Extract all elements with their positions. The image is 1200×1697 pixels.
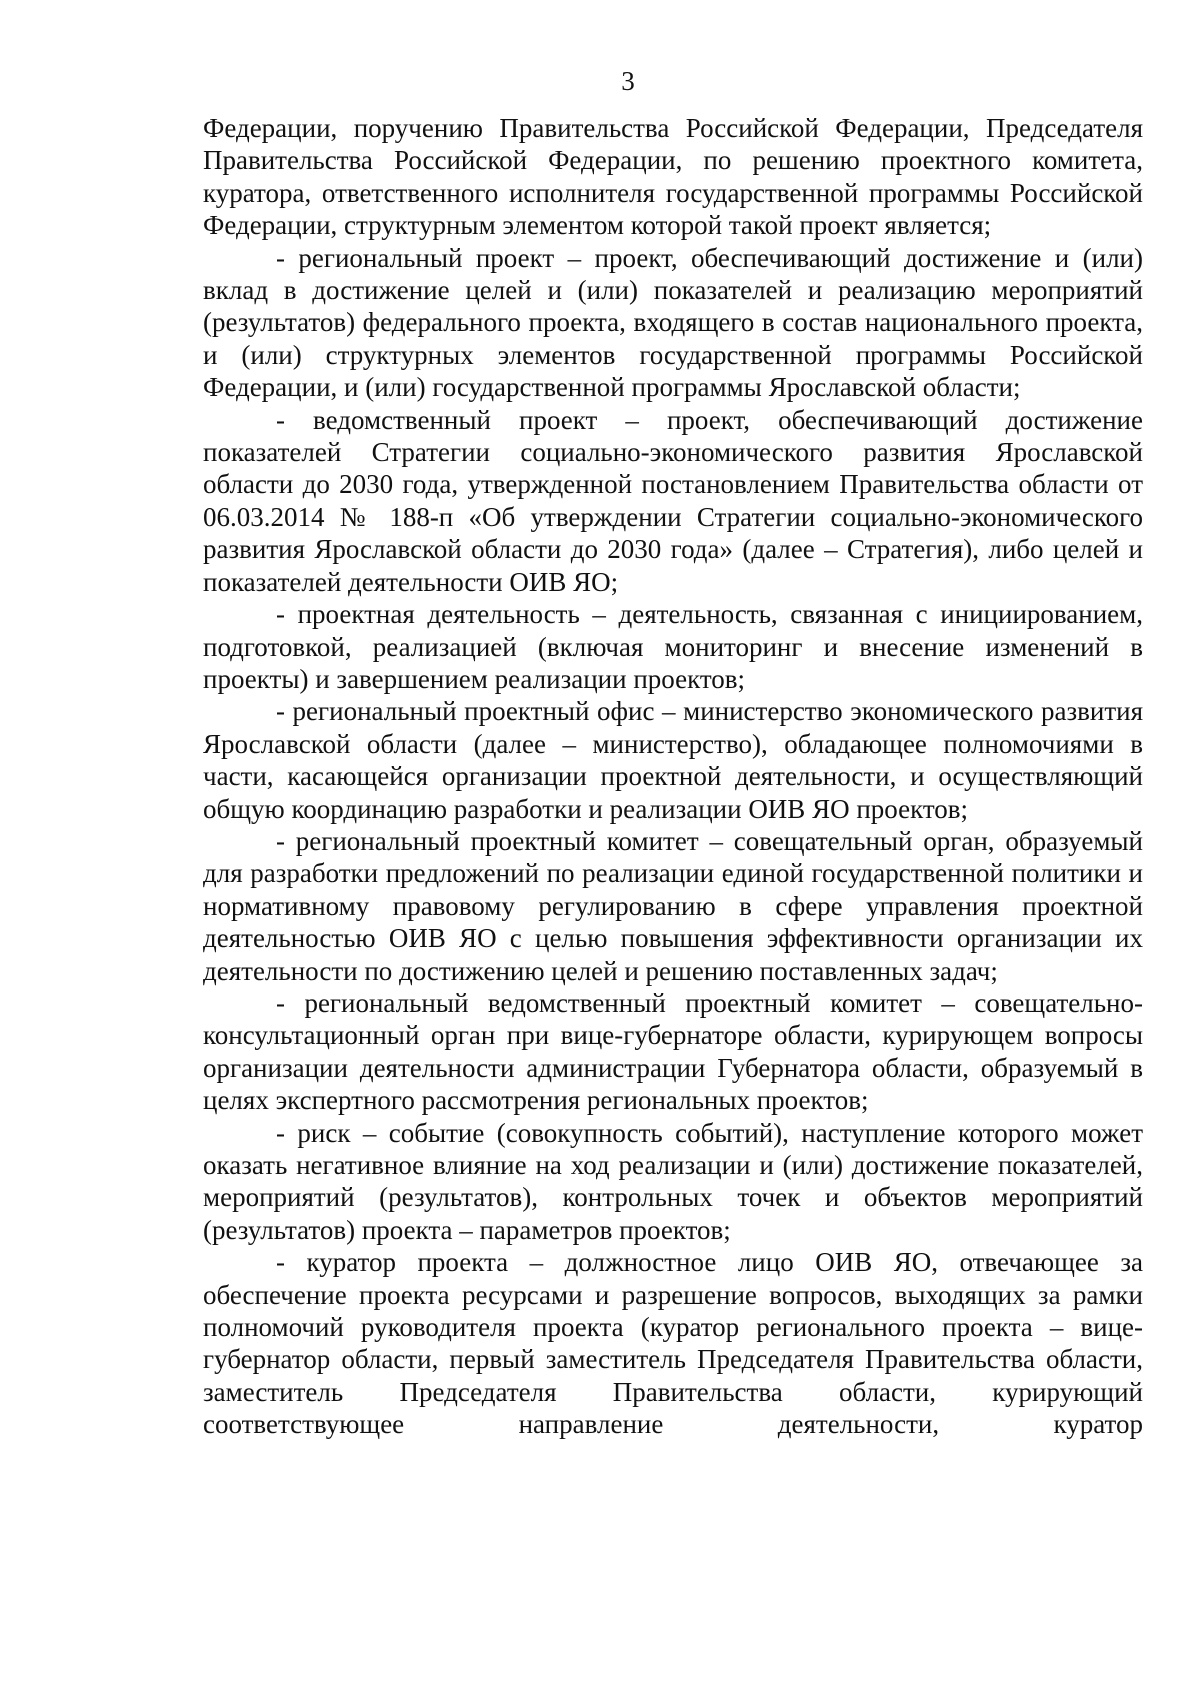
paragraph-project-curator: - куратор проекта – должностное лицо ОИВ ЯО, отвечающее за обеспечение проекта ресурсами и разрешение вопросов, выходящих за рамки полномочий руководителя проекта (куратор регионального проекта – вице-губернатор области, первый заместитель Председателя Правительства области, заместитель Председателя Правительства области, курирующий соответствующее направление деятельности, куратор	[203, 1247, 1143, 1440]
paragraph-regional-project: - региональный проект – проект, обеспечивающий достижение и (или) вклад в достижение целей и (или) показателей и реализацию мероприятий (результатов) федерального проекта, входящего в состав национального проекта, и (или) структурных элементов государственной программы Российской Федерации, и (или) государственной программы Ярославской области;	[203, 242, 1143, 403]
paragraph-regional-departmental-committee: - региональный ведомственный проектный комитет – совещательно-консультационный орган при вице-губернаторе области, курирующем вопросы организации деятельности администрации Губернатора области, образуемый в целях экспертного рассмотрения региональных проектов;	[203, 987, 1143, 1116]
paragraph-regional-project-office: - региональный проектный офис – министерство экономического развития Ярославской области (далее – министерство), обладающее полномочиями в части, касающейся организации проектной деятельности, и осуществляющий общую координацию разработки и реализации ОИВ ЯО проектов;	[203, 696, 1143, 824]
paragraph-project-activity: - проектная деятельность – деятельность, связанная с инициированием, подготовкой, реализацией (включая мониторинг и внесение изменений в проекты) и завершением реализации проектов;	[203, 599, 1143, 694]
document-body	[203, 112, 1143, 1441]
page-number: 3	[621, 66, 635, 96]
paragraph-departmental-project: - ведомственный проект – проект, обеспечивающий достижение показателей Стратегии социально-экономического развития Ярославской области до 2030 года, утвержденной постановлением Правительства области от 06.03.2014 № 188-п «Об утверждении Стратегии социально-экономического развития Ярославской области до 2030 года» (далее – Стратегия), либо целей и показателей деятельности ОИВ ЯО;	[203, 404, 1143, 597]
paragraph-continuation: Федерации, поручению Правительства Российской Федерации, Председателя Правительства Российской Федерации, по решению проектного комитета, куратора, ответственного исполнителя государственной программы Российской Федерации, структурным элементом которой такой проект является;	[203, 113, 1143, 241]
paragraph-risk: - риск – событие (совокупность событий), наступление которого может оказать негативное влияние на ход реализации и (или) достижение показателей, мероприятий (результатов), контрольных точек и объектов мероприятий (результатов) проекта – параметров проектов;	[203, 1117, 1143, 1245]
paragraph-regional-project-committee: - региональный проектный комитет – совещательный орган, образуемый для разработки предложений по реализации единой государственной политики и нормативному правовому регулированию в сфере управления проектной деятельностью ОИВ ЯО с целью повышения эффективности организации их деятельности по достижению целей и решению поставленных задач;	[203, 825, 1143, 986]
